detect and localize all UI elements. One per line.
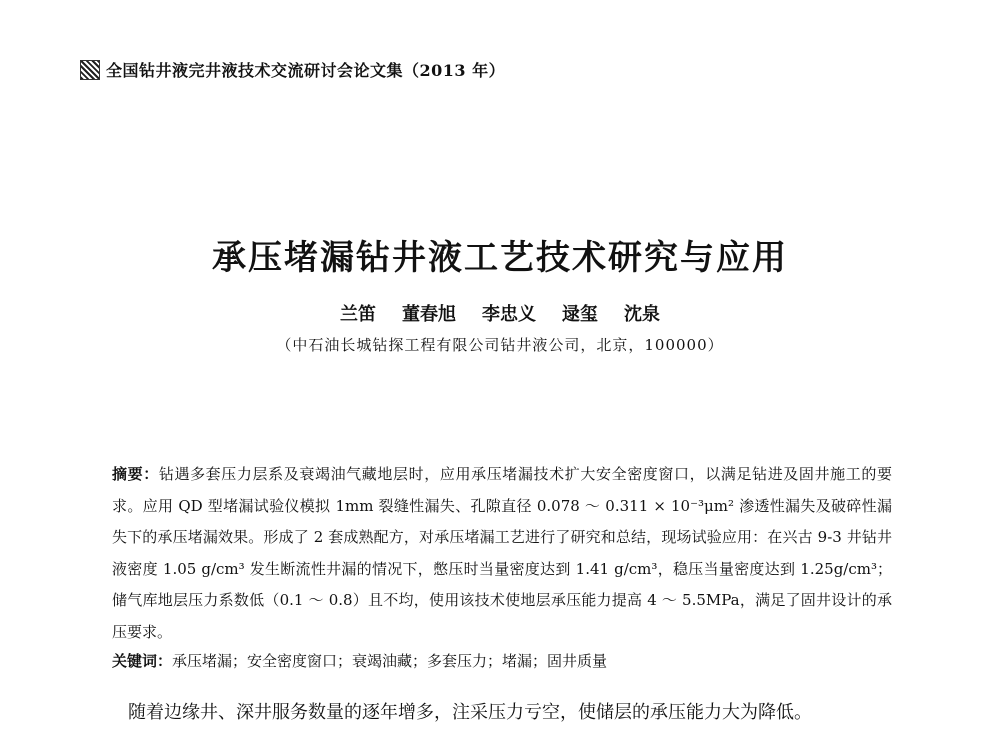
abstract-text: 钻遇多套压力层系及衰竭油气藏地层时，应用承压堵漏技术扩大安全密度窗口，以满足钻进及固井施工的要求。应用 QD 型堵漏试验仪模拟 1mm 裂缝性漏失、孔隙直径 0.078 ～ 0.311 × 10⁻³μm² 渗透性漏失及破碎性漏失下的承压堵漏效果。形成了 2 套成熟配方，对承压堵漏工艺进行了研究和总结，现场试验应用：在兴古 9-3 井钻井液密度 1.05 g/cm³ 发生断流性井漏的情况下，憋压时当量密度达到 1.41 g/cm³，稳压当量密度达到 1.25g/cm³；储气库地层压力系数低（0.1 ～ 0.8）且不均，使用该技术使地层承压能力提高 4 ～ 5.5MPa，满足了固井设计的承压要求。: [112, 465, 892, 641]
abstract-label: 摘要：: [112, 465, 159, 483]
author-name: 沈泉: [624, 304, 660, 325]
author-name: 逯玺: [562, 304, 598, 325]
author-name: 董春旭: [402, 304, 456, 325]
keywords: [112, 647, 892, 675]
paper-title: 承压堵漏钻井液工艺技术研究与应用: [212, 238, 788, 278]
keywords-text: 承压堵漏；安全密度窗口；衰竭油藏；多套压力；堵漏；固井质量: [172, 652, 608, 670]
journal-title: 全国钻井液完井液技术交流研讨会论文集（2013 年）: [106, 61, 506, 80]
page-header: [80, 58, 505, 81]
author-name: 兰笛: [340, 304, 376, 325]
author-affiliation: （中石油长城钻探工程有限公司钻井液公司，北京，100000）: [276, 336, 724, 354]
body-paragraph: 随着边缘井、深井服务数量的逐年增多，注采压力亏空，使储层的承压能力大为降低。: [128, 702, 812, 723]
book-logo-icon: [80, 60, 100, 80]
author-list: [0, 300, 1000, 326]
abstract: [112, 459, 892, 648]
keywords-label: 关键词：: [112, 652, 173, 670]
author-name: 李忠义: [482, 304, 536, 325]
